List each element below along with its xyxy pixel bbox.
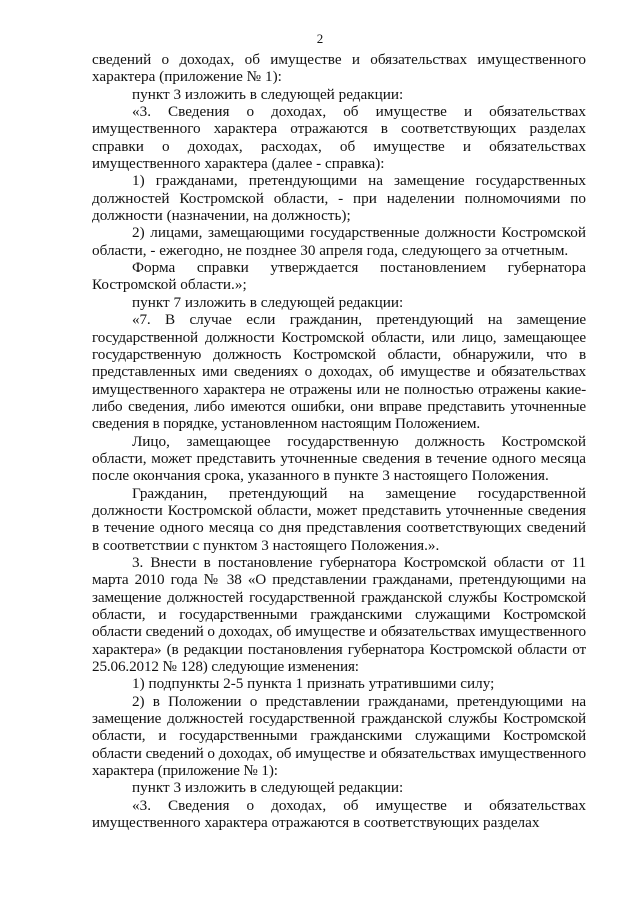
- paragraph: «7. В случае если гражданин, претендующий на замещение государственной должности Костромской области, или лицо, замещающее государственную должность Костромской области, обнаружили, что в представленных ими сведениях о доходах, об имуществе и обязательствах имущественного характера не отражены или не полностью отражены какие-либо сведения, либо имеются ошибки, они вправе представить уточненные сведения в порядке, установленном настоящим Положением.: [92, 311, 586, 433]
- paragraph: 1) подпункты 2-5 пункта 1 признать утратившими силу;: [132, 675, 495, 693]
- paragraph: Форма справки утверждается постановлением губернатора Костромской области.»;: [92, 259, 586, 294]
- paragraph: 2) лицами, замещающими государственные должности Костромской области, - ежегодно, не позднее 30 апреля года, следующего за отчетным.: [92, 224, 586, 259]
- paragraph: «3. Сведения о доходах, об имуществе и обязательствах имущественного характера отражаются в соответствующих разделах справки о доходах, расходах, об имуществе и обязательствах имущественного характера (далее - справка):: [92, 103, 586, 173]
- paragraph: сведений о доходах, об имуществе и обязательствах имущественного характера (приложение № 1):: [92, 51, 586, 86]
- paragraph: 1) гражданами, претендующими на замещение государственных должностей Костромской области, - при наделении полномочиями по должности (назначении, на должность);: [92, 172, 586, 225]
- paragraph: 2) в Положении о представлении гражданами, претендующими на замещение должностей государственной гражданской службы Костромской области, и государственными гражданскими служащими Костромской области сведений о доходах, об имуществе и обязательствах имущественного характера (приложение № 1):: [92, 692, 586, 780]
- paragraph: 3. Внести в постановление губернатора Костромской области от 11 марта 2010 года № 38 «О представлении гражданами, претендующими на замещение должностей государственной гражданской службы Костромской области, и государственными гражданскими служащими Костромской области сведений о доходах, об имуществе и обязательствах имущественного характера» (в редакции постановления губернатора Костромской области от 25.06.2012 № 128) следующие изменения:: [92, 553, 586, 676]
- paragraph: пункт 3 изложить в следующей редакции:: [132, 779, 404, 797]
- paragraph: пункт 7 изложить в следующей редакции:: [132, 293, 404, 311]
- paragraph: Гражданин, претендующий на замещение государственной должности Костромской области, может представить уточненные сведения в течение одного месяца со дня представления соответствующих сведений в соответствии с пунктом 3 настоящего Положения.».: [92, 484, 586, 554]
- page-number: 2: [316, 31, 324, 46]
- paragraph: Лицо, замещающее государственную должность Костромской области, может представить уточненные сведения в течение одного месяца после окончания срока, указанного в пункте 3 настоящего Положения.: [92, 432, 586, 485]
- document-body: [92, 51, 586, 831]
- paragraph: «3. Сведения о доходах, об имуществе и обязательствах имущественного характера отражаются в соответствующих разделах: [92, 796, 586, 832]
- paragraph: пункт 3 изложить в следующей редакции:: [132, 85, 404, 103]
